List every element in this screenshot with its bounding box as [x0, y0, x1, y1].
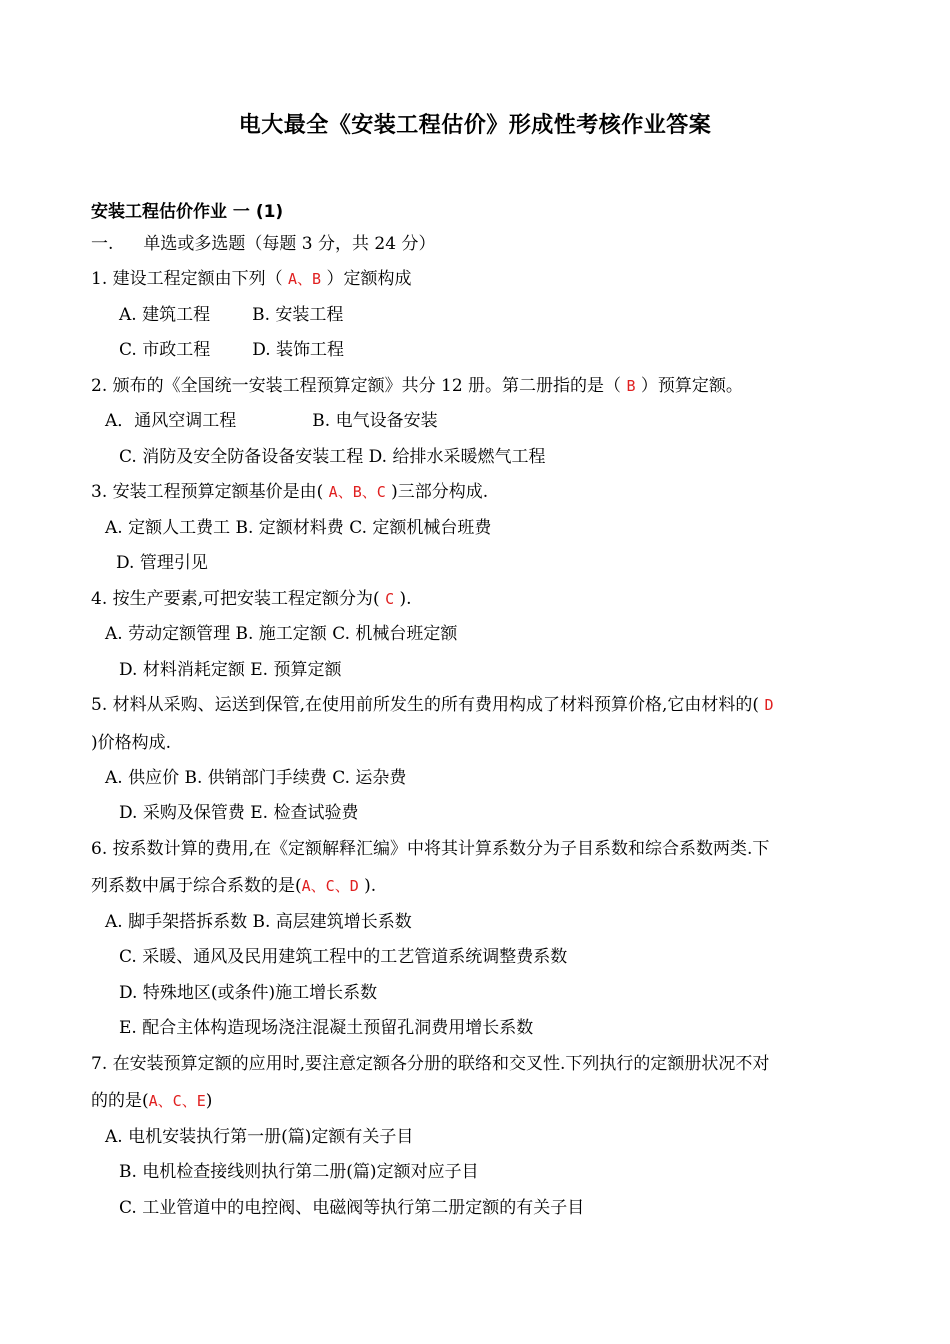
q5-options-row-2: D. 采购及保管费 E. 检查试验费 — [119, 803, 359, 823]
option-b: B. 安装工程 — [252, 305, 344, 325]
part-description: 单选或多选题（每题 3 分，共 24 分） — [143, 234, 436, 254]
question-3 — [91, 481, 488, 503]
q6-option-c: C. 采暖、通风及民用建筑工程中的工艺管道系统调整费系数 — [119, 947, 568, 967]
q6-option-d: D. 特殊地区(或条件)施工增长系数 — [119, 983, 378, 1003]
option-c: C. 市政工程 — [119, 340, 211, 360]
question-text-end: ). — [358, 876, 377, 896]
question-2 — [91, 375, 743, 397]
question-text-end: ）定额构成 — [321, 269, 412, 289]
q7-option-b: B. 电机检查接线则执行第二册(篇)定额对应子目 — [119, 1162, 479, 1182]
option-a: A．通风空调工程 — [105, 411, 237, 431]
question-4 — [91, 588, 412, 610]
answer: A、B — [288, 270, 322, 288]
page-title: 电大最全《安装工程估价》形成性考核作业答案 — [238, 113, 712, 138]
q3-options-row-1: A. 定额人工费工 B. 定额材料费 C. 定额机械台班费 — [105, 518, 492, 538]
q6-option-e: E. 配合主体构造现场浇注混凝土预留孔洞费用增长系数 — [119, 1018, 534, 1038]
q7-option-a: A. 电机安装执行第一册(篇)定额有关子目 — [105, 1127, 414, 1147]
question-text-end: )三部分构成. — [385, 482, 489, 502]
q5-options-row-1: A. 供应价 B. 供销部门手续费 C. 运杂费 — [105, 768, 407, 788]
question-text: 2. 颁布的《全国统一安装工程预算定额》共分 12 册。第二册指的是（ — [91, 376, 627, 396]
q2-options-row-2: C. 消防及安全防备设备安装工程 D. 给排水采暖燃气工程 — [119, 447, 546, 467]
q1-options-row-2 — [119, 339, 344, 361]
question-text: 5. 材料从采购、运送到保管,在使用前所发生的所有费用构成了材料预算价格,它由材料的( — [91, 695, 765, 715]
option-d: D. 装饰工程 — [252, 340, 345, 360]
q1-options-row-1 — [119, 304, 343, 326]
part-number: 一. — [91, 234, 114, 254]
q3-options-row-2: D. 管理引见 — [116, 553, 208, 573]
question-text-end: ) — [205, 1091, 213, 1111]
q2-options-row-1 — [105, 410, 438, 432]
q7-option-c: C. 工业管道中的电控阀、电磁阀等执行第二册定额的有关子目 — [119, 1198, 585, 1218]
question-text-end: ）预算定额。 — [635, 376, 743, 396]
question-5 — [91, 694, 774, 716]
part-heading — [91, 233, 435, 255]
question-text: 列系数中属于综合系数的是( — [91, 876, 302, 896]
answer: D — [764, 696, 774, 714]
option-a: A. 建筑工程 — [119, 305, 211, 325]
answer: B — [626, 377, 636, 395]
question-text: 1. 建设工程定额由下列（ — [91, 269, 289, 289]
question-text-end: ). — [394, 589, 412, 609]
option-b: B. 电气设备安装 — [312, 411, 438, 431]
question-7: 7. 在安装预算定额的应用时,要注意定额各分册的联络和交叉性.下列执行的定额册状况不对 — [91, 1054, 770, 1074]
q6-options-row-1: A. 脚手架搭拆系数 B. 高层建筑增长系数 — [105, 912, 412, 932]
q4-options-row-2: D. 材料消耗定额 E. 预算定额 — [119, 660, 342, 680]
question-1 — [91, 268, 412, 290]
answer: A、B、C — [328, 483, 386, 501]
question-7-line-2 — [91, 1090, 212, 1112]
question-text: 4. 按生产要素,可把安装工程定额分为( — [91, 589, 386, 609]
answer: A、C、E — [148, 1092, 206, 1110]
answer: C — [385, 590, 395, 608]
question-6-line-2 — [91, 875, 376, 897]
q4-options-row-1: A. 劳动定额管理 B. 施工定额 C. 机械台班定额 — [105, 624, 458, 644]
answer: A、C、D — [301, 877, 359, 895]
question-text: 3. 安装工程预算定额基价是由( — [91, 482, 329, 502]
question-6: 6. 按系数计算的费用,在《定额解释汇编》中将其计算系数分为子目系数和综合系数两类.下 — [91, 839, 770, 859]
question-text: 的的是( — [91, 1091, 149, 1111]
section-heading: 安装工程估价作业 一 (1) — [91, 202, 284, 222]
question-5-line-2: )价格构成. — [91, 733, 172, 753]
